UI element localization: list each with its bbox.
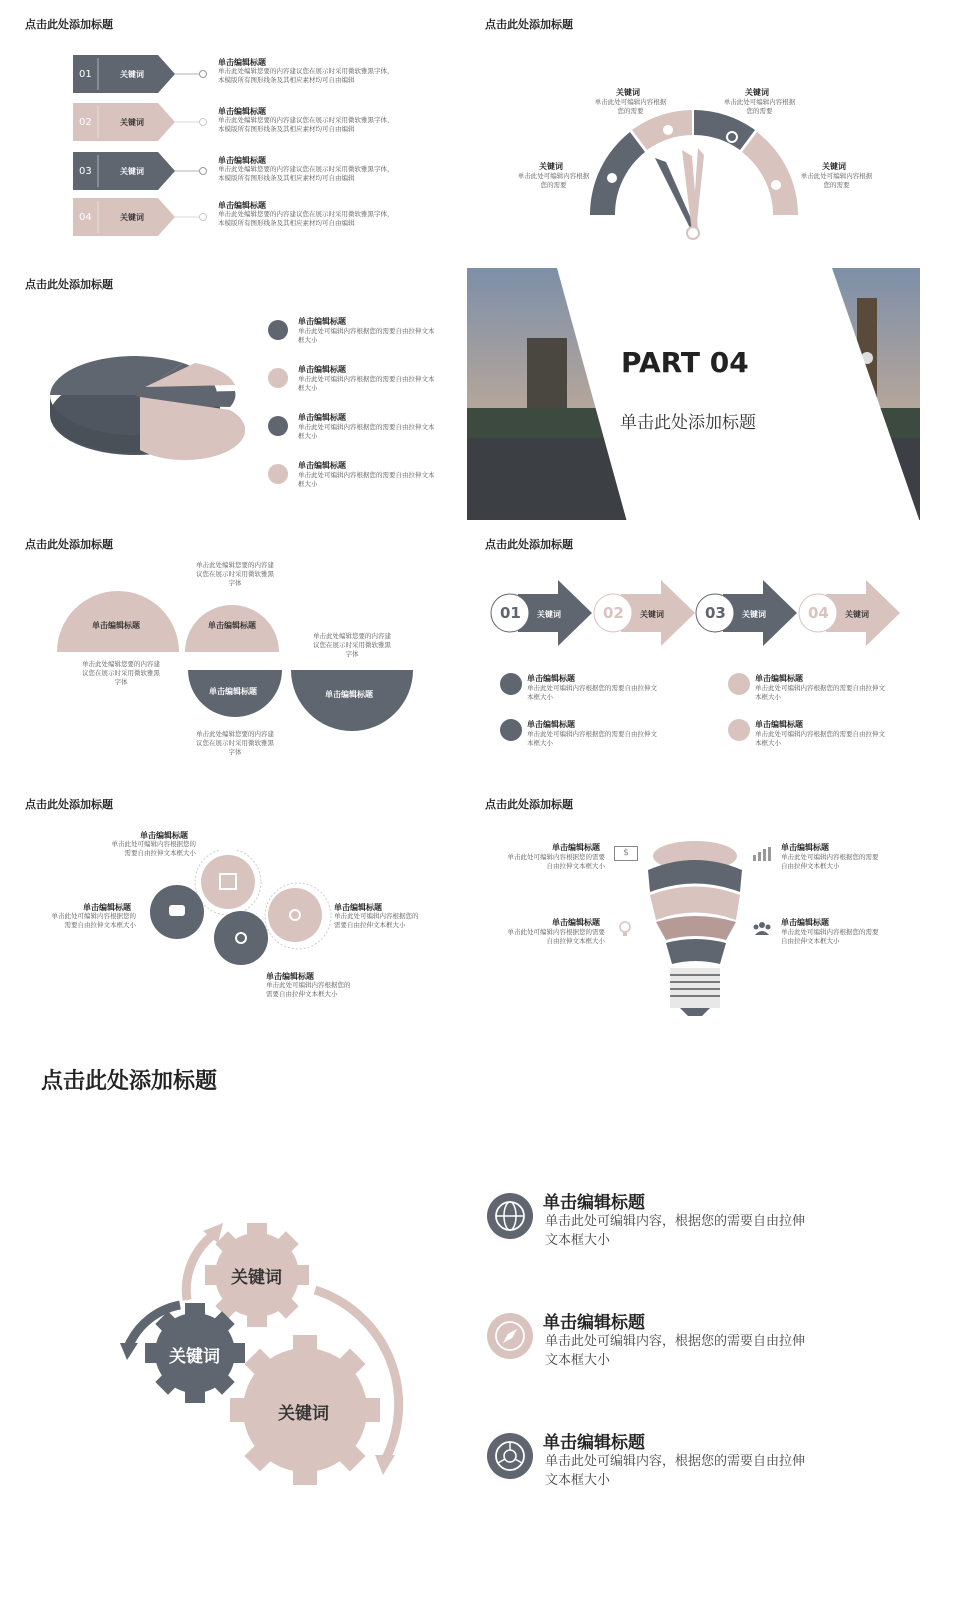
item-heading: 单击编辑标题 — [527, 674, 575, 683]
item-desc: 单击此处可编辑内容根据您的需要自由拉伸文本框大小 — [298, 423, 435, 440]
slide-title: 点击此处添加标题 — [25, 798, 113, 811]
people-icon — [752, 920, 772, 936]
item-desc: 单击此处可编辑内容，根据您的需要自由拉伸文本框大小 — [545, 1334, 806, 1368]
gauge-segment-4 — [742, 132, 798, 215]
item-desc: 单击此处可编辑内容根据您的需要自由拉伸文本框大小 — [507, 928, 605, 945]
slide-9 — [0, 1040, 960, 1620]
item-heading: 单击编辑标题 — [755, 720, 803, 729]
gauge-label-heading: 关键词 — [539, 162, 563, 171]
aperture-icon — [487, 1433, 533, 1479]
semicircle-label: 单击编辑标题 — [325, 690, 373, 699]
item-heading: 单击编辑标题 — [218, 107, 266, 116]
gear-label: 关键词 — [278, 1404, 329, 1424]
item-heading: 单击编辑标题 — [781, 918, 829, 927]
circle-link — [268, 888, 322, 942]
item-desc: 单击此处可编辑内容根据您的需要自由拉伸文本框大小 — [507, 853, 605, 870]
compass-icon — [487, 1313, 533, 1359]
pie-3d-graphic — [45, 355, 245, 465]
item-desc: 单击此处可编辑内容根据您的需要自由拉伸文本框大小 — [755, 684, 885, 701]
slide-title: 点击此处添加标题 — [485, 798, 573, 811]
gauge-label-desc: 单击此处可编辑内容根据您的需要 — [723, 98, 796, 115]
item-heading: 单击编辑标题 — [298, 365, 346, 374]
aperture-icon-badge — [487, 1433, 533, 1479]
bullet-dot — [268, 368, 288, 388]
semicircle-desc: 单击此处编辑您要的内容建议您在展示时采用微软雅黑字体 — [196, 561, 274, 587]
item-desc: 单击此处编辑您要的内容建议您在展示时采用微软雅黑字体，本模版所有图形线条及其相应素材均可自由编辑 — [218, 67, 394, 84]
tag-num: 03 — [79, 166, 92, 177]
bullet-dot — [728, 673, 750, 695]
item-heading: 单击编辑标题 — [266, 972, 314, 981]
item-desc: 单击此处可编辑内容根据您的需要自由拉伸文本框大小 — [266, 981, 351, 998]
gear-label: 关键词 — [169, 1347, 220, 1367]
gauge-segment-1 — [590, 132, 645, 215]
slide-title: 点击此处添加标题 — [485, 538, 573, 551]
step-number: 04 — [808, 604, 829, 622]
slide-2 — [460, 0, 960, 255]
globe-icon — [487, 1193, 533, 1239]
globe-icon-badge — [487, 1193, 533, 1239]
chat-icon — [169, 905, 185, 916]
item-heading: 单击编辑标题 — [543, 1433, 645, 1453]
tag-num: 02 — [79, 117, 92, 128]
tag-num: 04 — [79, 212, 92, 223]
item-heading: 单击编辑标题 — [298, 413, 346, 422]
semicircle-label: 单击编辑标题 — [208, 621, 256, 630]
slide-title: 点击此处添加标题 — [485, 18, 573, 31]
item-heading: 单击编辑标题 — [218, 156, 266, 165]
item-desc: 单击此处编辑您要的内容建议您在展示时采用微软雅黑字体，本模版所有图形线条及其相应素材均可自由编辑 — [218, 116, 394, 133]
slide-8 — [460, 780, 960, 1035]
bullet-dot — [268, 416, 288, 436]
tag-keyword: 关键词 — [120, 213, 144, 222]
gears-graphic — [115, 1205, 425, 1505]
gauge-label-desc: 单击此处可编辑内容根据您的需要 — [517, 172, 590, 189]
bulb-icon — [607, 173, 617, 183]
gear-label: 关键词 — [231, 1268, 282, 1288]
circle-share — [214, 911, 268, 965]
item-heading: 单击编辑标题 — [543, 1193, 645, 1213]
gauge-label-desc: 单击此处可编辑内容根据您的需要 — [594, 98, 667, 115]
slide-4-section-cover — [467, 268, 920, 522]
item-desc: 单击此处可编辑内容根据您的需要自由拉伸文本框大小 — [781, 928, 879, 945]
item-desc: 单击此处可编辑内容根据您的需要自由拉伸文本框大小 — [298, 375, 435, 392]
item-heading: 单击编辑标题 — [755, 674, 803, 683]
item-heading: 单击编辑标题 — [552, 918, 600, 927]
tag-keyword: 关键词 — [120, 70, 144, 79]
bullet-dot — [268, 464, 288, 484]
step-keyword: 关键词 — [640, 610, 664, 619]
step-number: 01 — [500, 604, 521, 622]
item-desc: 单击此处可编辑内容根据您的需要自由拉伸文本框大小 — [781, 853, 879, 870]
semicircle-desc: 单击此处编辑您要的内容建议您在展示时采用微软雅黑字体 — [196, 730, 274, 756]
step-number: 03 — [705, 604, 726, 622]
item-desc: 单击此处可编辑内容根据您的需要自由拉伸文本框大小 — [527, 730, 657, 747]
slide-6 — [460, 520, 960, 775]
item-desc: 单击此处可编辑内容根据您的需要自由拉伸文本框大小 — [111, 840, 196, 857]
money-icon: $ — [614, 846, 638, 861]
item-heading: 单击编辑标题 — [781, 843, 829, 852]
gauge-segment-3 — [694, 110, 755, 150]
gauge-label-desc: 单击此处可编辑内容根据您的需要 — [800, 172, 873, 189]
bullet-dot — [268, 320, 288, 340]
semicircle-desc: 单击此处编辑您要的内容建议您在展示时采用微软雅黑字体 — [313, 632, 391, 658]
step-keyword: 关键词 — [537, 610, 561, 619]
slide-3 — [0, 260, 460, 515]
step-number: 02 — [603, 604, 624, 622]
slide-title: 点击此处添加标题 — [25, 18, 113, 31]
item-desc: 单击此处可编辑内容，根据您的需要自由拉伸文本框大小 — [545, 1454, 806, 1488]
semicircle-4 — [291, 670, 413, 731]
gauge-graphic — [580, 100, 810, 245]
tag-num: 01 — [79, 69, 92, 80]
slide-title: 点击此处添加标题 — [25, 538, 113, 551]
item-desc: 单击此处可编辑内容根据您的需要自由拉伸文本框大小 — [527, 684, 657, 701]
slide-title: 点击此处添加标题 — [41, 1069, 218, 1094]
chart-icon — [752, 846, 774, 862]
bullet-dot — [500, 719, 522, 741]
gauge-label-heading: 关键词 — [616, 88, 640, 97]
compass-icon-badge — [487, 1313, 533, 1359]
gauge-pivot — [687, 227, 699, 239]
gauge-label-heading: 关键词 — [822, 162, 846, 171]
item-heading: 单击编辑标题 — [543, 1313, 645, 1333]
slide-7 — [0, 780, 460, 1035]
gauge-segment-2 — [632, 110, 692, 150]
part-number: PART 04 — [621, 346, 749, 379]
bulb-base — [670, 968, 720, 1008]
item-heading: 单击编辑标题 — [552, 843, 600, 852]
semicircle-label: 单击编辑标题 — [92, 621, 140, 630]
slide-5 — [0, 520, 460, 775]
item-heading: 单击编辑标题 — [334, 903, 382, 912]
circle-calendar — [201, 855, 255, 909]
item-desc: 单击此处编辑您要的内容建议您在展示时采用微软雅黑字体，本模版所有图形线条及其相应素材均可自由编辑 — [218, 165, 394, 182]
item-heading: 单击编辑标题 — [298, 461, 346, 470]
item-heading: 单击编辑标题 — [527, 720, 575, 729]
semicircle-desc: 单击此处编辑您要的内容建议您在展示时采用微软雅黑字体 — [82, 660, 160, 686]
item-heading: 单击编辑标题 — [83, 903, 131, 912]
umbrella-icon — [771, 180, 781, 190]
tag-keyword: 关键词 — [120, 118, 144, 127]
tag-keyword: 关键词 — [120, 167, 144, 176]
bullet-dot — [728, 719, 750, 741]
item-desc: 单击此处编辑您要的内容建议您在展示时采用微软雅黑字体，本模版所有图形线条及其相应素材均可自由编辑 — [218, 210, 394, 227]
semicircle-label: 单击编辑标题 — [209, 687, 257, 696]
circle-cluster-graphic — [140, 850, 340, 980]
bulb-icon — [618, 920, 632, 938]
bullet-dot — [500, 673, 522, 695]
item-heading: 单击编辑标题 — [218, 58, 266, 67]
lightbulb-graphic — [640, 840, 750, 1020]
step-keyword: 关键词 — [742, 610, 766, 619]
item-desc: 单击此处可编辑内容根据您的需要自由拉伸文本框大小 — [298, 471, 435, 488]
slide-title: 点击此处添加标题 — [25, 278, 113, 291]
city-photo-background — [467, 268, 920, 522]
item-desc: 单击此处可编辑内容根据您的需要自由拉伸文本框大小 — [51, 912, 136, 929]
step-keyword: 关键词 — [845, 610, 869, 619]
section-subtitle: 单击此处添加标题 — [620, 413, 756, 433]
slide-1 — [0, 0, 460, 255]
item-heading: 单击编辑标题 — [298, 317, 346, 326]
item-desc: 单击此处可编辑内容根据您的需要自由拉伸文本框大小 — [755, 730, 885, 747]
item-desc: 单击此处可编辑内容，根据您的需要自由拉伸文本框大小 — [545, 1214, 806, 1248]
item-desc: 单击此处可编辑内容根据您的需要自由拉伸文本框大小 — [334, 912, 419, 929]
users-icon — [663, 125, 673, 135]
gauge-label-heading: 关键词 — [745, 88, 769, 97]
item-heading: 单击编辑标题 — [140, 831, 188, 840]
item-heading: 单击编辑标题 — [218, 201, 266, 210]
item-desc: 单击此处可编辑内容根据您的需要自由拉伸文本框大小 — [298, 327, 435, 344]
